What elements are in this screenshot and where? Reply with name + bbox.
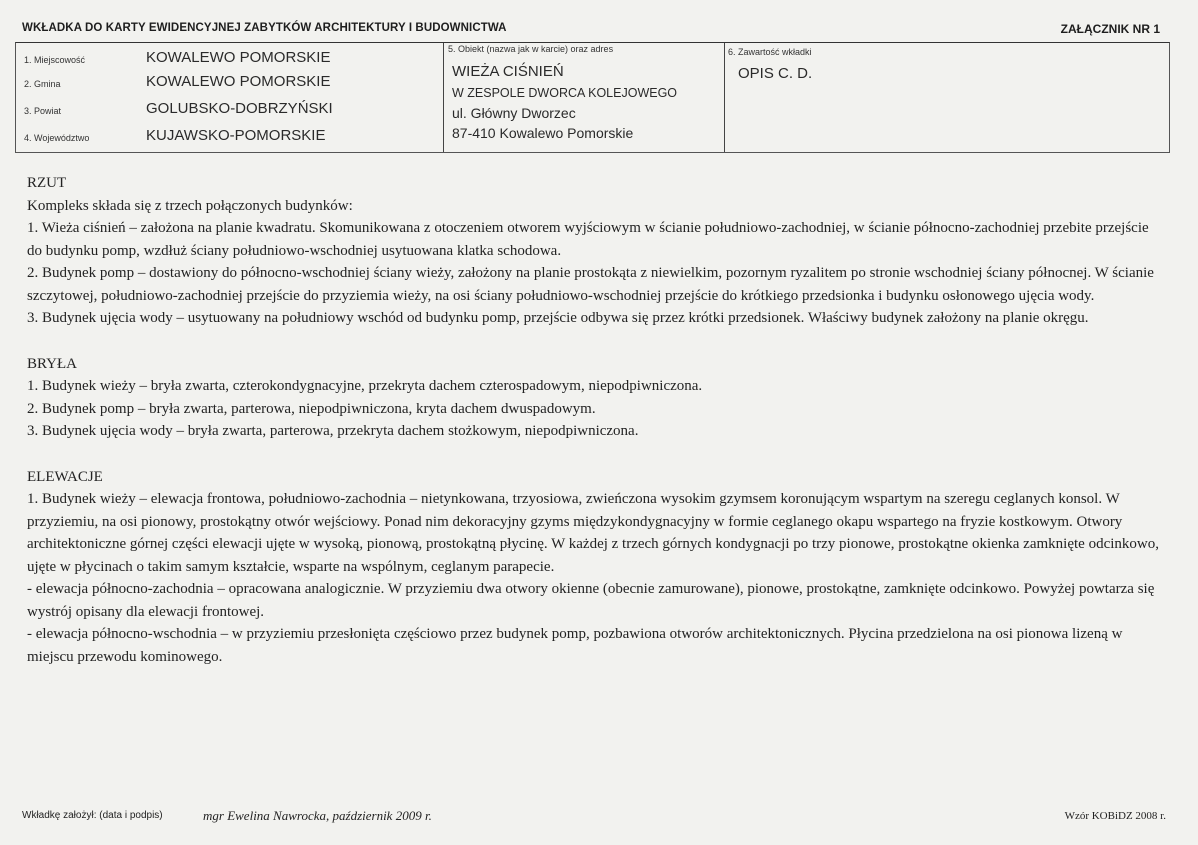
location-row-province <box>16 124 443 150</box>
annex-number: ZAŁĄCZNIK NR 1 <box>1060 22 1160 36</box>
section-bryla <box>27 353 1167 443</box>
section-rzut <box>27 172 1167 330</box>
location-label: 4. Województwo <box>24 133 90 143</box>
location-row-commune <box>16 70 443 96</box>
object-label: 5. Obiekt (nazwa jak w karcie) oraz adres <box>448 44 614 54</box>
paragraph: 2. Budynek pomp – dostawiony do północno-wschodniej ściany wieży, założony na planie prostokąta z niewielkim, pozornym ryzalitem po stronie wschodniej ściany północnej. W ścianie szczytowej, południowo-zachodniej przejście do przyziemia wieży, na osi ściany południowo-wschodniej przejście do krótkiego przedsionka i budynku osłonowego ujęcia wody. <box>27 265 1154 304</box>
section-heading: BRYŁA <box>27 355 78 372</box>
paragraph: 1. Wieża ciśnień – założona na planie kwadratu. Skomunikowana z otoczeniem otworem wyjściowym w ścianie południowo-zachodniej, w ścianie północno-zachodniej przebite przejście do budynku pomp, wzdłuż ściany południowo-wschodniej usytuowana klatka schodowa. <box>27 220 1149 259</box>
location-value: KOWALEWO POMORSKIE <box>146 49 331 66</box>
object-context: W ZESPOLE DWORCA KOLEJOWEGO <box>452 86 678 100</box>
document-title: WKŁADKA DO KARTY EWIDENCYJNEJ ZABYTKÓW ARCHITEKTURY I BUDOWNICTWA <box>22 22 507 34</box>
section-heading: ELEWACJE <box>27 468 103 485</box>
object-column <box>443 43 725 152</box>
template-version: Wzór KOBiDZ 2008 r. <box>1064 810 1166 822</box>
object-city: 87-410 Kowalewo Pomorskie <box>452 125 634 141</box>
info-table <box>15 42 1170 153</box>
content-label: 6. Zawartość wkładki <box>728 47 812 57</box>
object-street: ul. Główny Dworzec <box>452 105 576 121</box>
location-label: 1. Miejscowość <box>24 55 86 65</box>
location-value: GOLUBSKO-DOBRZYŃSKI <box>146 100 333 117</box>
section-heading: RZUT <box>27 175 67 191</box>
paragraph: 1. Budynek wieży – bryła zwarta, czterokondygnacyjne, przekryta dachem czterospadowym, niepodpiwniczona. <box>27 378 703 394</box>
paragraph: 1. Budynek wieży – elewacja frontowa, południowo-zachodnia – nietynkowana, trzyosiowa, zwieńczona wysokim gzymsem koronującym wspartym na szeregu ceglanych konsol. W przyziemiu, na osi pionowy, prostokątny otwór wejściowy. Ponad nim dekoracyjny gzyms międzykondygnacyjny w formie ceglanego okapu wspartego na fryzie kostkowym. Otwory architektoniczne górnej części elewacji ujęte w wysoką, pionową, prostokątną płycinę. W każdej z trzech górnych kondygnacji po trzy pionowe, prostokątne okienka zamknięte odcinkowo, ujęte w płycinach o takim samym kształcie, wsparte na wspólnym, ceglanym parapecie. <box>27 491 1159 575</box>
content-value: OPIS C. D. <box>738 65 813 82</box>
location-column <box>16 43 443 152</box>
location-value: KUJAWSKO-POMORSKIE <box>146 127 326 144</box>
paragraph: - elewacja północno-zachodnia – opracowana analogicznie. W przyziemiu dwa otwory okienne (obecnie zamurowane), pionowe, prostokątne, zamknięte odcinkowo. Powyżej powtarza się wystrój opisany dla elewacji frontowej. <box>27 581 1155 620</box>
paragraph: Kompleks składa się z trzech połączonych budynków: <box>27 197 353 214</box>
location-label: 3. Powiat <box>24 106 62 116</box>
paragraph: 3. Budynek ujęcia wody – usytuowany na południowy wschód od budynku pomp, przejście odbywa się przez krótki przedsionek. Właściwy budynek założony na planie okręgu. <box>27 310 1089 326</box>
location-value: KOWALEWO POMORSKIE <box>146 73 331 90</box>
author-signature: mgr Ewelina Nawrocka, październik 2009 r. <box>203 808 432 823</box>
location-row-town <box>16 46 443 72</box>
location-label: 2. Gmina <box>24 79 61 89</box>
paragraph: 2. Budynek pomp – bryła zwarta, parterowa, niepodpiwniczona, kryta dachem dwuspadowym. <box>27 400 596 417</box>
content-column <box>724 43 1169 152</box>
paragraph: - elewacja północno-wschodnia – w przyziemiu przesłonięta częściowo przez budynek pomp, pozbawiona otworów architektonicznych. Płycina przedzielona na osi pionowa lizeną w miejscu przewodu kominowego. <box>27 626 1123 665</box>
description-body <box>27 172 1167 668</box>
author-label: Wkładkę założył: (data i podpis) <box>22 810 163 821</box>
object-name: WIEŻA CIŚNIEŃ <box>452 63 564 80</box>
paragraph: 3. Budynek ujęcia wody – bryła zwarta, parterowa, przekryta dachem stożkowym, niepodpiwniczona. <box>27 423 639 439</box>
section-elewacje <box>27 466 1167 669</box>
location-row-county <box>16 97 443 123</box>
